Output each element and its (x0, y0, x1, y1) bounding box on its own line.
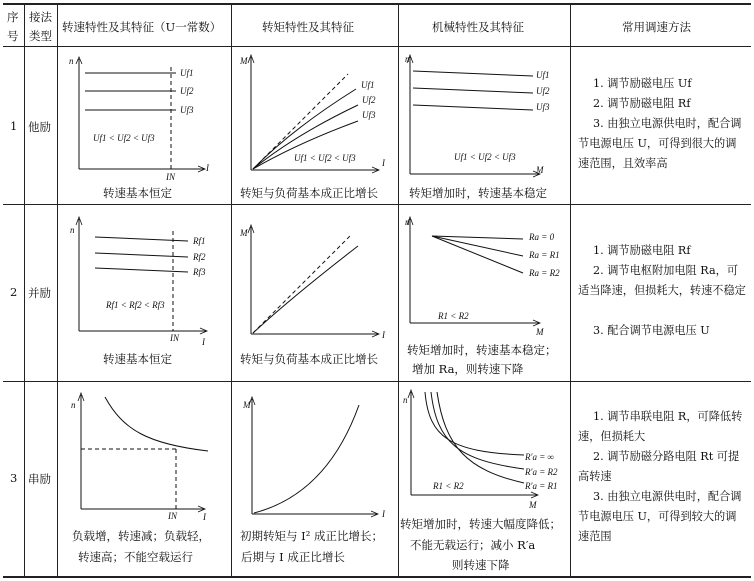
row2-mech-axis-M: M (536, 327, 544, 337)
row3-mech-condition: R1 < R2 (433, 481, 464, 491)
row3-mech-caption-2: 不能无载运行；减小 R′a (410, 538, 536, 552)
row3-speed-caption-2: 转速高；不能空载运行 (78, 550, 193, 564)
row1-speed-condition: Uf1 < Uf2 < Uf3 (93, 133, 155, 143)
row2-torque-axis-I: I (382, 330, 385, 340)
row3-mech-axis-n: n (403, 395, 408, 405)
row1-speed-axis-I: I (206, 163, 209, 173)
row2-type: 并励 (28, 286, 51, 300)
row1-torque-condition: Uf1 < Uf2 < Uf3 (294, 153, 356, 163)
rule-bottom (3, 576, 751, 578)
row1-torque-plot (232, 47, 398, 204)
row2-mech-caption-2: 增加 Ra，则转速下降 (412, 362, 524, 376)
col-sep-1 (24, 4, 25, 577)
row1-mech-label-2: Uf2 (536, 86, 550, 96)
row3-torque-plot (232, 382, 398, 576)
row1-torque-axis-M: M (240, 56, 248, 66)
row1-torque-axis-I: I (382, 158, 385, 168)
row2-mech-label-2: Ra = R1 (529, 250, 560, 260)
header-mech: 机械特性及其特征 (432, 20, 524, 34)
header-speed: 转速特性及其特征（U一常数） (62, 20, 222, 34)
row3-mech-caption-1: 转矩增加时，转速大幅度降低； (400, 517, 561, 531)
row3-num: 3 (10, 471, 18, 485)
row2-mech-label-3: Ra = R2 (529, 268, 560, 278)
row3-speed-axis-I: I (203, 512, 206, 522)
row2-speed-condition: Rf1 < Rf2 < Rf3 (106, 300, 165, 310)
rule-top (3, 3, 751, 5)
row3-torque-caption-1: 初期转矩与 I² 成正比增长； (240, 529, 383, 543)
row1-method-1: 1. 调节励磁电压 Uf (593, 77, 692, 90)
header-type-1: 接法 (29, 10, 52, 24)
row3-method-3: 3. 由独立电源供电时，配合调节电源电压 U，可得到较大的调速范围 (578, 490, 742, 543)
row3-mech-label-1: R′a = ∞ (525, 452, 554, 462)
row1-mech-condition: Uf1 < Uf2 < Uf3 (454, 152, 516, 162)
row2-speed-label-1: Rf1 (193, 236, 206, 246)
row3-method-2: 2. 调节励磁分路电阻 Rt 可提高转速 (578, 450, 740, 483)
row3-mech-axis-M: M (529, 500, 537, 510)
header-method: 常用调速方法 (622, 20, 691, 34)
row1-mech-caption: 转矩增加时，转速基本稳定 (409, 186, 547, 200)
row1-speed-axis-n: n (69, 56, 74, 66)
row1-mech-axis-n: n (405, 54, 410, 64)
row2-mech-label-1: Ra = 0 (529, 232, 555, 242)
row2-speed-axis-I: I (202, 337, 205, 347)
row1-torque-label-3: Uf3 (362, 110, 376, 120)
col-sep-5 (570, 4, 571, 577)
row1-torque-label-2: Uf2 (362, 95, 376, 105)
row3-speed-axis-n: n (71, 400, 76, 410)
row1-torque-caption: 转矩与负荷基本成正比增长 (240, 186, 378, 200)
row2-mech-axis-n: n (405, 217, 410, 227)
row3-speed-caption-1: 负载增，转速减；负载轻， (72, 529, 210, 543)
row1-method-2: 2. 调节励磁电阻 Rf (593, 97, 691, 110)
row2-speed-tick-IN: IN (170, 333, 179, 343)
row3-mech-caption-3: 则转速下降 (452, 558, 510, 572)
row2-speed-label-2: Rf2 (193, 252, 206, 262)
row1-speed-caption: 转速基本恒定 (103, 186, 172, 200)
header-seq-1: 序 (7, 10, 19, 24)
row1-torque-label-1: Uf1 (361, 80, 375, 90)
row3-mech-label-3: R′a = R1 (525, 481, 558, 491)
row2-speed-caption: 转速基本恒定 (103, 352, 172, 366)
row2-torque-caption: 转矩与负荷基本成正比增长 (240, 352, 378, 366)
row1-speed-label-2: Uf2 (180, 86, 194, 96)
row2-method-2: 2. 调节电枢附加电阻 Ra，可适当降速，但损耗大，转速不稳定 (578, 264, 746, 297)
row3-type: 串励 (28, 472, 51, 486)
row2-mech-condition: R1 < R2 (438, 311, 469, 321)
row2-method-1: 1. 调节励磁电阻 Rf (593, 244, 691, 257)
row3-speed-plot (58, 382, 230, 576)
row2-torque-axis-M: M (240, 228, 248, 238)
row1-num: 1 (10, 119, 18, 133)
row1-type: 他励 (28, 120, 51, 134)
row3-torque-axis-I: I (382, 509, 385, 519)
header-torque: 转矩特性及其特征 (262, 20, 354, 34)
row2-mech-caption-1: 转矩增加时，转速基本稳定； (407, 343, 557, 357)
row3-torque-caption-2: 后期与 I 成正比增长 (241, 550, 345, 564)
row3-method-1: 1. 调节串联电阻 R，可降低转速，但损耗大 (578, 410, 743, 443)
row1-method-3: 3. 由独立电源供电时，配合调节电源电压 U，可得到很大的调速范围，且效率高 (578, 117, 742, 170)
row2-method-3: 3. 配合调节电源电压 U (593, 324, 710, 337)
row1-speed-label-1: Uf1 (180, 68, 194, 78)
row2-num: 2 (10, 285, 18, 299)
row1-speed-label-3: Uf3 (180, 105, 194, 115)
row2-speed-label-3: Rf3 (193, 267, 206, 277)
header-type-2: 类型 (29, 29, 52, 43)
row2-speed-axis-n: n (70, 225, 75, 235)
row1-speed-tick-IN: IN (166, 172, 175, 182)
header-seq-2: 号 (7, 29, 19, 43)
row3-speed-tick-IN: IN (168, 511, 177, 521)
row3-torque-axis-M: M (243, 400, 251, 410)
row1-speed-plot (58, 47, 230, 204)
row1-mech-label-3: Uf3 (536, 102, 550, 112)
row3-mech-label-2: R′a = R2 (525, 467, 558, 477)
row1-mech-axis-M: M (536, 165, 544, 175)
row1-mech-label-1: Uf1 (536, 70, 550, 80)
